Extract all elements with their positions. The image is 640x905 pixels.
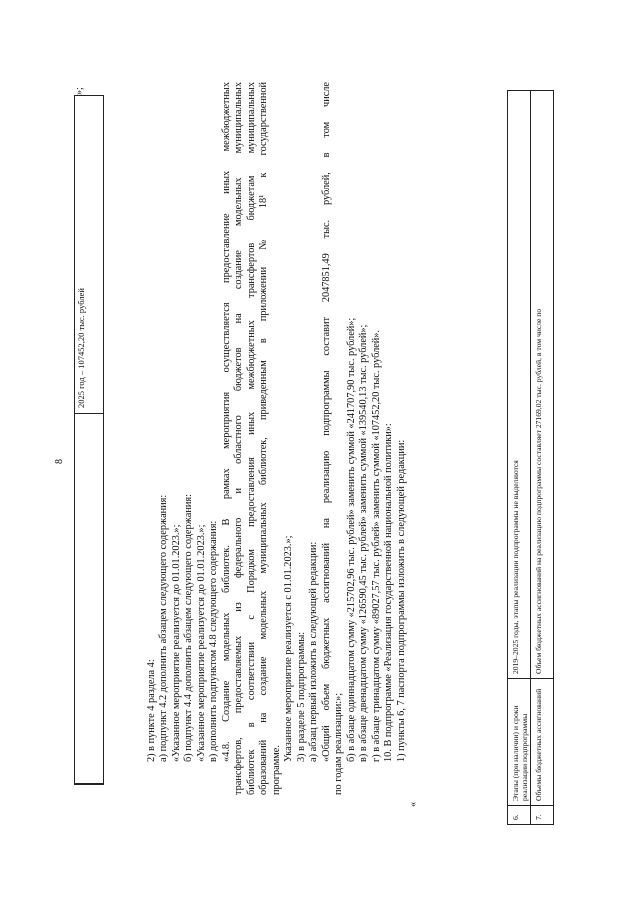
paragraph-line: образований на создание модельных муниципальных библиотек, приведенным в приложении № 18¹ к государственной	[258, 82, 269, 795]
paragraph-line: а) абзац первый изложить в следующей редакции:	[308, 541, 319, 762]
table-row	[507, 90, 531, 825]
paragraph-line: б) в абзаце одиннадцатом сумму «215702,96 тыс. рублей» заменить суммой «241707,90 тыс. рублей»;	[346, 317, 357, 762]
row-label: Объемы бюджетных ассигнований	[534, 688, 543, 801]
paragraph-line: Указанное мероприятие реализуется с 01.01.2023.»;	[283, 535, 294, 762]
paragraph-line: 10. В подпрограмме «Реализация государственной национальной политики»:	[383, 423, 394, 762]
paragraph-line: по годам реализации:»;	[333, 692, 344, 795]
paragraph-line: а) подпункт 4.2 дополнить абзацем следующего содержания:	[158, 494, 169, 762]
row-value: Объем бюджетных ассигнований на реализацию подпрограммы составляет 27169,02 тыс. рублей, в том числе по	[534, 308, 543, 674]
top-table	[74, 95, 104, 785]
paragraph-line: 2) в пункте 4 раздела 4:	[146, 659, 157, 762]
row-label: Этапы (при наличии) и сроки реализации подпрограммы	[511, 705, 529, 801]
paragraph-line: «Общий объем бюджетных ассигнований на реализацию подпрограммы составит 2047851,49 тыс. рублей, в том числе	[321, 82, 332, 762]
row-value: 2019–2025 годы, этапы реализации подпрограммы не выделяются	[511, 460, 520, 674]
table-row	[530, 90, 554, 825]
table-column-divider	[508, 805, 530, 806]
page-number: 8	[54, 459, 65, 464]
paragraph-line: г) в абзаце тринадцатом сумму «89027,57 тыс. рублей» заменить суммой «107452,20 тыс. рублей».	[371, 329, 382, 762]
paragraph-line: б) подпункт 4.4 дополнить абзацем следующего содержания:	[183, 494, 194, 762]
paragraph-line: «4.8. Создание модельных библиотек. В рамках мероприятия осуществляется предоставление иных межбюджетных	[221, 82, 232, 762]
paragraph-line: библиотек в соответствии с Порядком предоставления иных межбюджетных трансфертов бюджетам муниципальных	[246, 82, 257, 795]
paragraph-line: 1) пункты 6, 7 паспорта подпрограммы изложить в следующей редакции:	[396, 439, 407, 762]
opening-quote: «	[408, 801, 419, 807]
closing-quote: »;	[74, 87, 85, 95]
table-column-divider	[531, 805, 553, 806]
table-column-divider	[508, 678, 530, 679]
passport-table	[507, 0, 562, 825]
paragraph-line: 3) в разделе 5 подпрограммы:	[296, 631, 307, 762]
paragraph-line: программе.	[271, 745, 282, 795]
paragraph-line: в) дополнить подпунктом 4.8 следующего содержания:	[208, 520, 219, 762]
row-number: 6.	[511, 814, 520, 820]
table-column-divider	[75, 413, 103, 414]
table-border	[75, 783, 103, 784]
paragraph-line: трансфертов, предоставляемых из федерального и областного бюджетов на создание модельных муниципальных	[233, 82, 244, 795]
paragraph-line: «Указанное мероприятие реализуется до 01.01.2023.»;	[171, 524, 182, 762]
row-number: 7.	[534, 814, 543, 820]
table-cell: 2025 год – 107452,20 тыс. рублей	[76, 288, 86, 408]
paragraph-line: «Указанное мероприятие реализуется до 01.01.2023.»;	[196, 524, 207, 762]
paragraph-line: в) в абзаце двенадцатом сумму «126590,45 тыс. рублей» заменить суммой «139540,13 тыс. рублей»;	[358, 324, 369, 762]
